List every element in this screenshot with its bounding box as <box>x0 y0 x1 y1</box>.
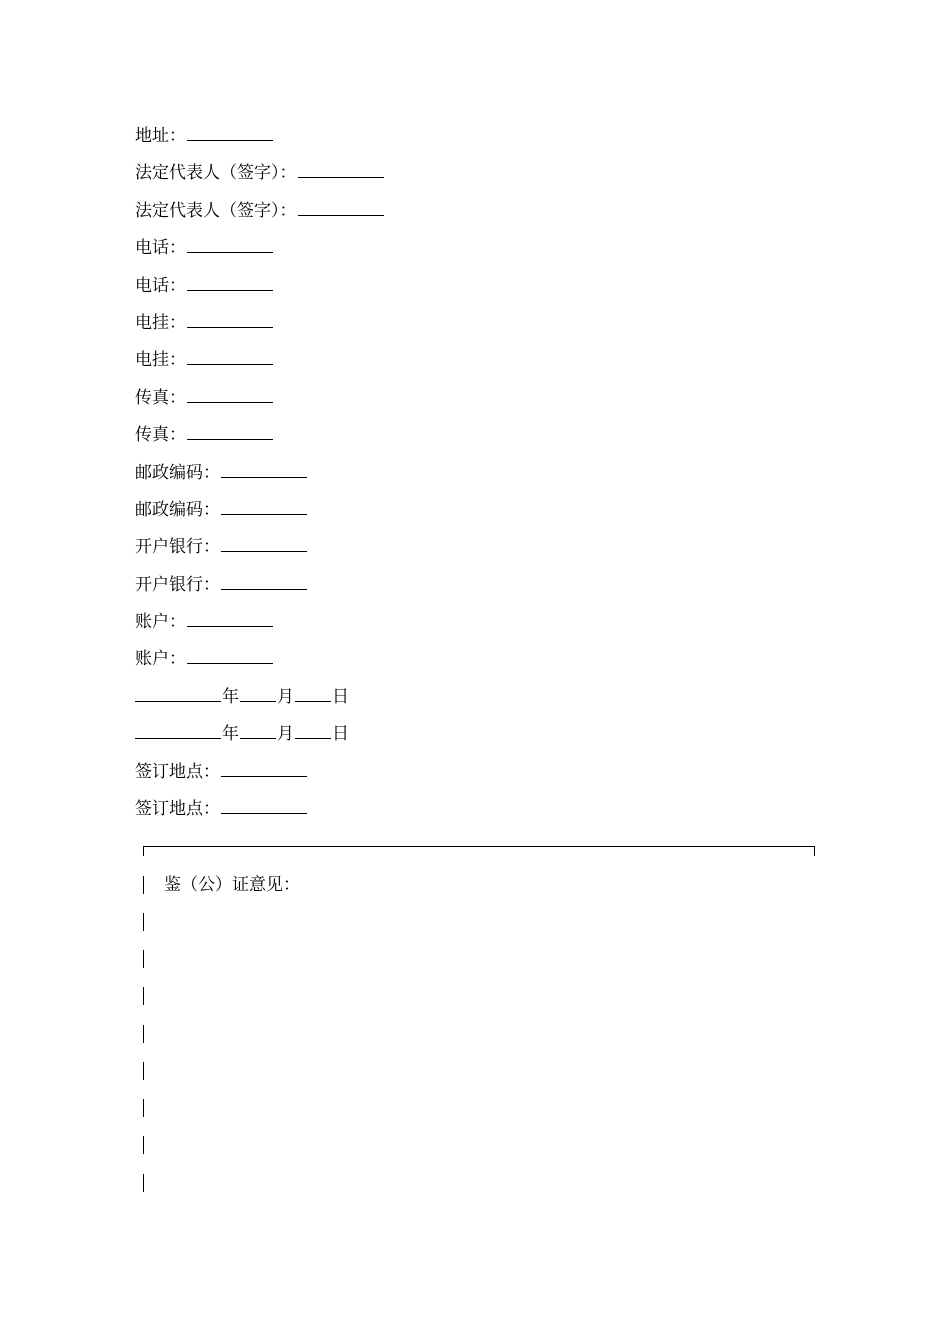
field-bank-1 <box>135 529 835 566</box>
month-label: 月 <box>277 724 294 745</box>
field-telegraph-2 <box>135 342 835 379</box>
box-left-rule <box>143 1025 144 1043</box>
field-label: 签订地点： <box>135 799 220 820</box>
year-label: 年 <box>222 724 239 745</box>
fill-blank <box>221 812 307 814</box>
box-left-rule <box>143 950 144 968</box>
field-label: 电话： <box>135 275 186 296</box>
notary-opinion-box <box>143 846 815 1196</box>
box-left-rule <box>143 1099 144 1117</box>
field-label: 账户： <box>135 649 186 670</box>
field-postcode-1 <box>135 455 835 492</box>
fill-blank <box>187 326 273 328</box>
fill-blank <box>187 662 273 664</box>
fill-blank <box>240 700 276 702</box>
field-label: 传真： <box>135 425 186 446</box>
box-left-rule <box>143 876 144 894</box>
fill-blank <box>221 513 307 515</box>
field-account-2 <box>135 641 835 678</box>
fill-blank <box>187 438 273 440</box>
fill-blank <box>240 737 276 739</box>
field-label: 电话： <box>135 238 186 259</box>
field-label: 传真： <box>135 387 186 408</box>
month-label: 月 <box>277 686 294 707</box>
fill-blank <box>298 176 384 178</box>
field-phone-1 <box>135 230 835 267</box>
field-account-1 <box>135 604 835 641</box>
fill-blank <box>187 251 273 253</box>
fill-blank <box>135 737 221 739</box>
box-left-rule <box>143 913 144 931</box>
field-signing-place-1 <box>135 754 835 791</box>
field-label: 法定代表人（签字）： <box>135 163 297 184</box>
fill-blank <box>187 625 273 627</box>
box-corner-right <box>814 846 815 856</box>
fill-blank <box>187 401 273 403</box>
field-date-2 <box>135 716 835 753</box>
field-label: 账户： <box>135 612 186 633</box>
fill-blank <box>135 700 221 702</box>
year-label: 年 <box>222 686 239 707</box>
field-bank-2 <box>135 567 835 604</box>
field-label: 邮政编码： <box>135 462 220 483</box>
box-left-rule <box>143 1136 144 1154</box>
field-label: 邮政编码： <box>135 499 220 520</box>
field-label: 开户银行： <box>135 537 220 558</box>
field-address-1 <box>135 118 835 155</box>
field-label: 法定代表人（签字）： <box>135 200 297 221</box>
fill-blank <box>295 737 331 739</box>
field-phone-2 <box>135 268 835 305</box>
signature-fields <box>135 118 835 828</box>
fill-blank <box>221 775 307 777</box>
field-label: 电挂： <box>135 312 186 333</box>
day-label: 日 <box>332 686 349 707</box>
field-label: 签订地点： <box>135 761 220 782</box>
fill-blank <box>221 476 307 478</box>
field-legal-rep-1 <box>135 155 835 192</box>
field-fax-2 <box>135 417 835 454</box>
field-legal-rep-2 <box>135 193 835 230</box>
fill-blank <box>298 214 384 216</box>
box-top-border <box>143 846 815 847</box>
box-left-rule <box>143 1062 144 1080</box>
fill-blank <box>187 139 273 141</box>
fill-blank <box>295 700 331 702</box>
box-corner-left <box>143 846 144 856</box>
field-date-1 <box>135 679 835 716</box>
day-label: 日 <box>332 724 349 745</box>
fill-blank <box>187 289 273 291</box>
field-label: 电挂： <box>135 350 186 371</box>
notary-opinion-title: 鉴（公）证意见： <box>164 875 300 895</box>
field-fax-1 <box>135 380 835 417</box>
box-left-rule <box>143 987 144 1005</box>
fill-blank <box>187 363 273 365</box>
fill-blank <box>221 550 307 552</box>
box-left-rule <box>143 1174 144 1192</box>
field-label: 开户银行： <box>135 574 220 595</box>
field-signing-place-2 <box>135 791 835 828</box>
field-telegraph-1 <box>135 305 835 342</box>
field-label: 地址： <box>135 126 186 146</box>
fill-blank <box>221 588 307 590</box>
field-postcode-2 <box>135 492 835 529</box>
